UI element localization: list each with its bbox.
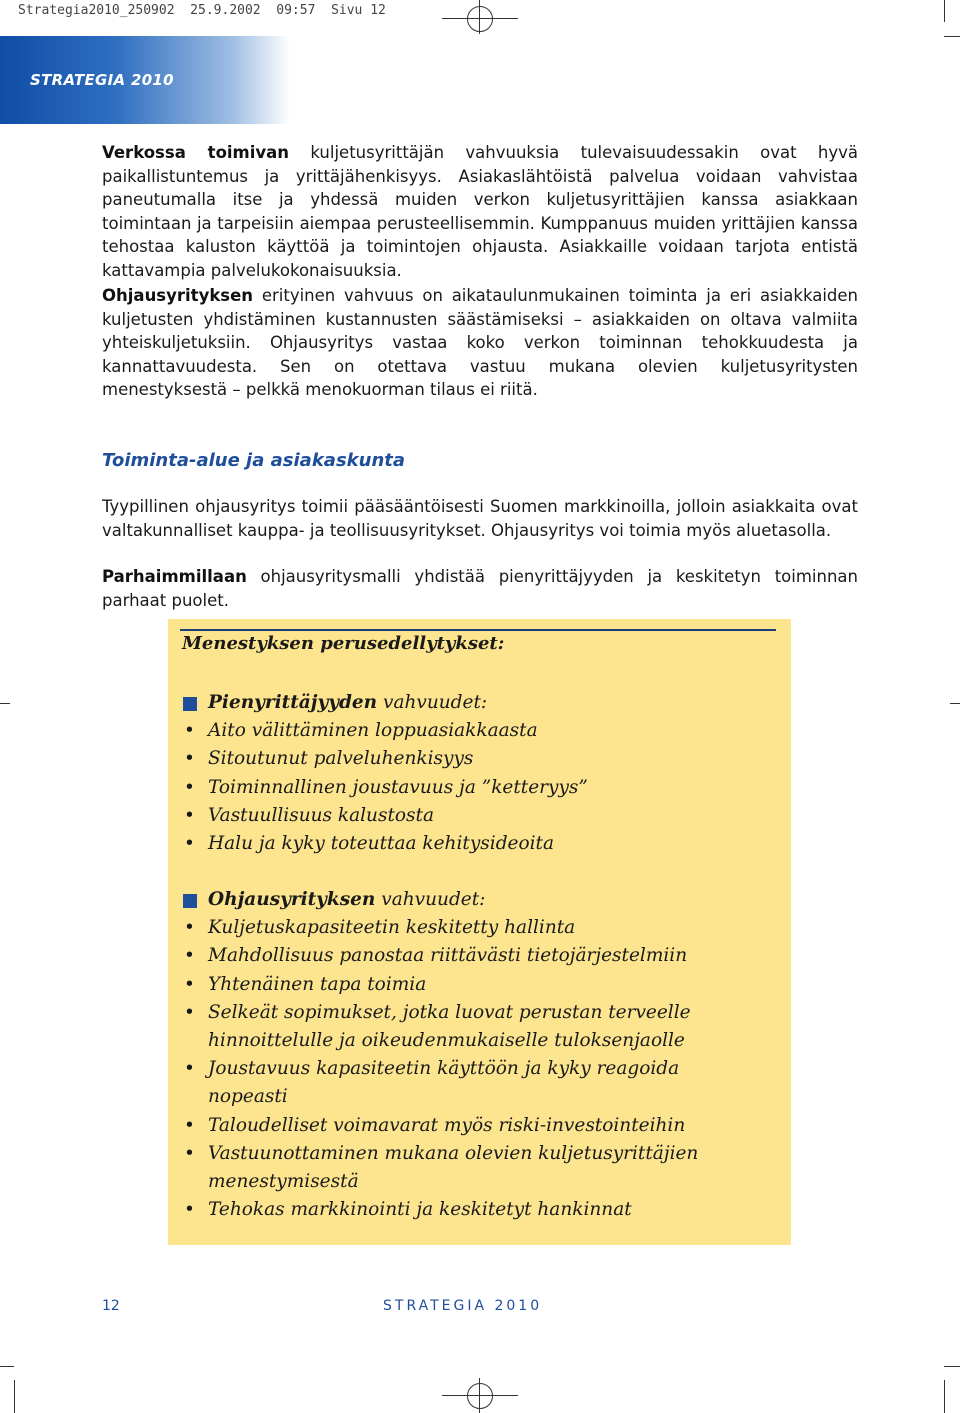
- tyypillinen-paragraph: Tyypillinen ohjausyritys toimii pääsääntöisesti Suomen markkinoilla, jolloin asiakkaita ovat valtakunnalliset kauppa- ja teollisuusyritykset. Ohjausyritys voi toimia myös aluetasolla.: [102, 497, 858, 540]
- list-item: • Aito välittäminen loppuasiakkaasta: [182, 717, 588, 745]
- parhaimmillaan-paragraph: [102, 565, 858, 612]
- crop-mark: [944, 1380, 945, 1413]
- group1-heading-rest: vahvuudet:: [377, 692, 488, 713]
- page-number: 12: [102, 1298, 120, 1314]
- crop-mark: [950, 703, 960, 704]
- intro-lead: Verkossa toimivan: [102, 143, 290, 162]
- crop-mark: [0, 703, 10, 704]
- group1-heading-bold: Pienyrittäjyyden: [208, 692, 378, 713]
- ohjaus-paragraph-block: [102, 284, 858, 402]
- footer-title: STRATEGIA 2010: [383, 1298, 543, 1314]
- group2-list: [182, 886, 772, 1224]
- list-item: • Joustavuus kapasiteetin käyttöön ja kyky reagoida nopeasti: [182, 1055, 728, 1111]
- list-item: • Toiminnallinen joustavuus ja ”ketteryys”: [182, 774, 588, 802]
- ohjaus-text: erityinen vahvuus on aikataulunmukainen toiminta ja eri asiakkaiden kuljetusten yhdistäminen kustannusten säästämiseksi – asiakkaiden on oltava valmiita yhteiskuljetuksiin. Ohjausyritys vastaa koko verkon toiminnan tehokkuudesta ja kannattavuudesta. Sen on otettava vastuu mukana olevien kuljetusyritysten menestyksestä – pelkkä menokuorman tilaus ei riitä.: [102, 286, 858, 399]
- list-item: • Tehokas markkinointi ja keskitetyt hankinnat: [182, 1196, 772, 1224]
- list-item: • Mahdollisuus panostaa riittävästi tietojärjestelmiin: [182, 942, 772, 970]
- banner-title: STRATEGIA 2010: [30, 71, 174, 89]
- list-item: • Sitoutunut palveluhenkisyys: [182, 745, 588, 773]
- list-item: • Yhtenäinen tapa toimia: [182, 971, 772, 999]
- crop-mark: [944, 1366, 960, 1367]
- intro-paragraph: [102, 141, 858, 282]
- parhaimmillaan-lead: Parhaimmillaan: [102, 567, 247, 586]
- ohjaus-paragraph: [102, 284, 858, 402]
- box-title-rule: [180, 629, 776, 631]
- group1-heading: [182, 689, 588, 717]
- list-item: • Taloudelliset voimavarat myös riski-investointeihin: [182, 1112, 772, 1140]
- intro-paragraph-block: [102, 141, 858, 282]
- list-item: • Kuljetuskapasiteetin keskitetty hallinta: [182, 914, 772, 942]
- ohjaus-lead: Ohjausyrityksen: [102, 286, 254, 305]
- parhaimmillaan-paragraph-block: [102, 565, 858, 612]
- group2-heading-rest: vahvuudet:: [375, 889, 486, 910]
- print-slug: Strategia2010_250902 25.9.2002 09:57 Sivu 12: [18, 3, 386, 18]
- box-title: Menestyksen perusedellytykset:: [182, 633, 505, 654]
- parhaimmillaan-text: ohjausyritysmalli yhdistää pienyrittäjyyden ja keskitetyn toiminnan parhaat puolet.: [102, 567, 858, 610]
- crop-mark: [0, 1366, 14, 1367]
- square-bullet-icon: [183, 697, 197, 711]
- square-bullet-icon: [183, 894, 197, 908]
- list-item: • Selkeät sopimukset, jotka luovat perustan terveelle hinnoittelulle ja oikeudenmukaiselle tuloksenjaolle: [182, 999, 748, 1055]
- crop-mark: [14, 1380, 15, 1413]
- intro-text: kuljetusyrittäjän vahvuuksia tulevaisuudessakin ovat hyvä paikallistuntemus ja yrittäjähenkisyys. Asiakaslähtöistä palvelua voidaan vahvistaa paneutumalla itse ja yhdessä muiden verkon kuljetusyrittäjien kanssa asiakkaan toimintaan ja tarpeisiin aiempaa perusteellisemmin. Kumppanuus muiden yrittäjien kanssa tehostaa kaluston käyttöä ja toimintojen ohjausta. Asiakkaille voidaan tarjota entistä kattavampia palvelukokonaisuuksia.: [102, 143, 858, 280]
- group2-heading-bold: Ohjausyrityksen: [208, 889, 376, 910]
- list-item: • Vastuullisuus kalustosta: [182, 802, 588, 830]
- group1-list: [182, 689, 588, 858]
- tyypillinen-paragraph-block: [102, 495, 858, 542]
- list-item: • Halu ja kyky toteuttaa kehitysideoita: [182, 830, 588, 858]
- section-heading: Toiminta-alue ja asiakaskunta: [102, 450, 406, 471]
- crop-mark: [944, 36, 960, 37]
- group2-heading: [182, 886, 772, 914]
- list-item: • Vastuunottaminen mukana olevien kuljetusyrittäjien menestymisestä: [182, 1140, 758, 1196]
- success-factors-box: [168, 619, 791, 1245]
- crop-mark: [944, 0, 945, 22]
